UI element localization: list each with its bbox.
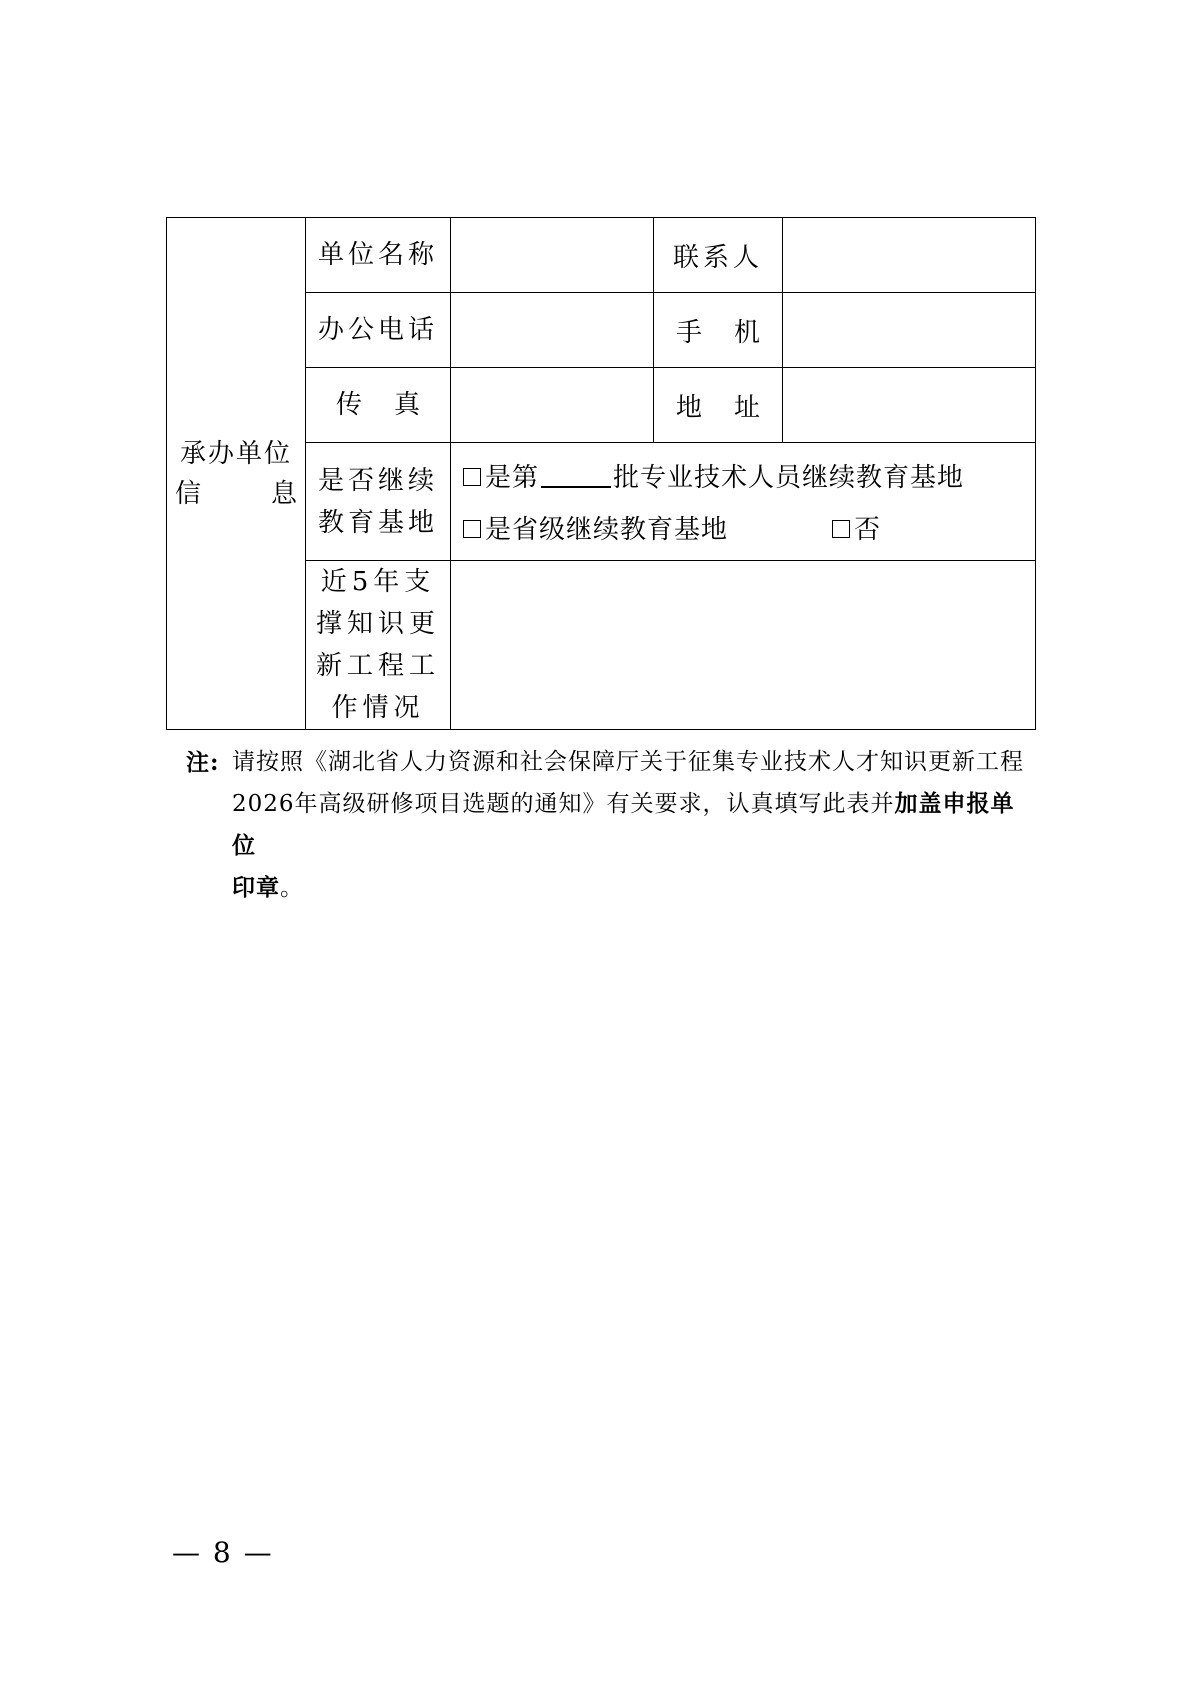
- fax-field[interactable]: [451, 368, 654, 443]
- work-summary-field[interactable]: [451, 561, 1036, 730]
- option3-label: 否: [854, 515, 882, 545]
- office-phone-label: 办公电话: [306, 293, 451, 368]
- checkbox-provincial[interactable]: [463, 520, 481, 538]
- category-char-a: 信: [175, 478, 202, 509]
- option2-label: 是省级继续教育基地: [485, 515, 729, 545]
- checkbox-no[interactable]: [832, 520, 850, 538]
- unit-name-label: 单位名称: [306, 218, 451, 293]
- work-label-line1: 近5年支: [320, 567, 436, 597]
- option-national-batch: [451, 450, 1035, 502]
- contact-label: 联系人: [654, 218, 783, 293]
- footnote: [186, 742, 1032, 909]
- category-line2: [167, 474, 305, 514]
- fax-label: [306, 368, 451, 443]
- category-cell: [167, 218, 306, 730]
- note-line1: 请按照《湖北省人力资源和社会保障厅关于征集专业技术人才知识更新工程: [232, 749, 1024, 775]
- note-line2-text: 2026年高级研修项目选题的通知》有关要求，认真填写此表并: [232, 791, 895, 817]
- application-form-table: [166, 217, 1036, 730]
- note-line3-bold: 印章: [232, 874, 280, 901]
- mobile-field[interactable]: [783, 293, 1036, 368]
- address-label-char-b: 址: [733, 392, 760, 423]
- mobile-label-char-b: 机: [733, 317, 760, 348]
- category-char-b: 息: [270, 478, 297, 509]
- contact-field[interactable]: [783, 218, 1036, 293]
- continuing-edu-base-options: [451, 443, 1036, 561]
- work-label-line2: 撑知识更: [315, 609, 440, 639]
- base-label-line2: 教育基地: [317, 507, 438, 538]
- option1-prefix: 是第: [485, 463, 540, 493]
- mobile-label-char-a: 手: [676, 317, 703, 348]
- option-provincial: [451, 502, 1035, 554]
- checkbox-national-batch[interactable]: [463, 468, 481, 486]
- address-label-char-a: 地: [676, 392, 703, 423]
- note-label: 注:: [186, 749, 220, 776]
- address-label: [654, 368, 783, 443]
- office-phone-field[interactable]: [451, 293, 654, 368]
- note-line3-end: 。: [280, 875, 304, 901]
- address-field[interactable]: [783, 368, 1036, 443]
- batch-number-blank[interactable]: [541, 464, 611, 488]
- fax-label-char-b: 真: [393, 390, 420, 420]
- note-line2-bold: 加盖申报单位: [232, 790, 1015, 859]
- base-label-line1: 是否继续: [317, 465, 438, 496]
- note-line3: [186, 867, 1032, 909]
- category-line1: 承办单位: [179, 438, 292, 469]
- work-summary-label: [306, 561, 451, 730]
- page-number: — 8 —: [172, 1536, 274, 1569]
- fax-label-char-a: 传: [336, 390, 363, 420]
- work-label-line4: 作情况: [331, 693, 425, 723]
- note-line2: [186, 783, 1032, 867]
- option-no: [832, 509, 881, 546]
- mobile-label: [654, 293, 783, 368]
- work-label-line3: 新工程工: [315, 651, 440, 681]
- continuing-edu-base-label: [306, 443, 451, 561]
- unit-name-field[interactable]: [451, 218, 654, 293]
- option1-suffix: 批专业技术人员继续教育基地: [613, 463, 965, 493]
